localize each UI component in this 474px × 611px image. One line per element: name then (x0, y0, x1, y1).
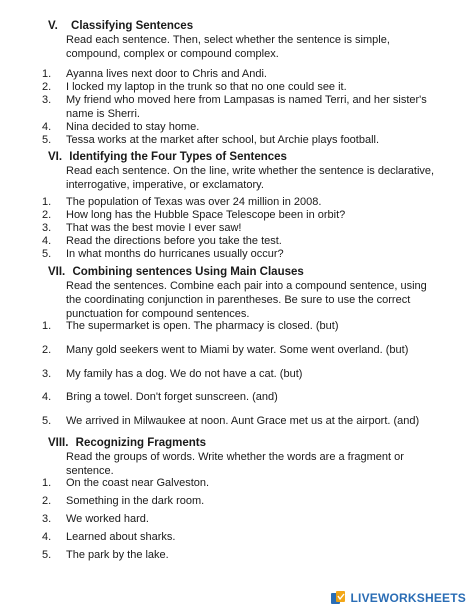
liveworksheets-logo-icon (331, 591, 347, 605)
item-number: 1. (42, 477, 52, 489)
item-number: 1. (42, 68, 52, 80)
item-number: 3. (42, 513, 52, 525)
item-number: 5. (42, 248, 52, 260)
item-text: The population of Texas was over 24 million in 2008. (66, 196, 322, 208)
item-number: 2. (42, 81, 52, 93)
section-viii-heading (48, 436, 206, 450)
section-number: V. (48, 20, 58, 32)
item-text: On the coast near Galveston. (66, 477, 210, 489)
liveworksheets-logo[interactable] (331, 589, 466, 607)
section-number: VII. (48, 266, 66, 278)
item-number: 5. (42, 549, 52, 561)
item-number: 2. (42, 344, 52, 356)
item-number: 1. (42, 320, 52, 332)
section-title: Recognizing Fragments (75, 437, 207, 449)
item-text: Something in the dark room. (66, 495, 205, 507)
item-text: Ayanna lives next door to Chris and Andi. (66, 68, 267, 80)
item-text: Bring a towel. Don't forget sunscreen. (and) (66, 391, 278, 403)
section-title: Combining sentences Using Main Clauses (72, 266, 304, 278)
item-number: 4. (42, 531, 52, 543)
item-text: How long has the Hubble Space Telescope been in orbit? (66, 209, 346, 221)
item-text: Read the directions before you take the test. (66, 235, 282, 247)
section-vii-heading (48, 265, 304, 279)
item-number: 2. (42, 209, 52, 221)
item-text: Tessa works at the market after school, but Archie plays football. (66, 134, 380, 146)
section-v-instruction: Read each sentence. Then, select whether the sentence is simple, compound, complex or compound complex. (66, 34, 390, 60)
item-text: The supermarket is open. The pharmacy is closed. (but) (66, 320, 339, 332)
section-title: Classifying Sentences (71, 20, 194, 32)
logo-text: LIVEWORKSHEETS (350, 591, 466, 605)
item-number: 1. (42, 196, 52, 208)
item-number: 4. (42, 235, 52, 247)
section-v-heading (48, 19, 193, 33)
item-text: We arrived in Milwaukee at noon. Aunt Grace met us at the airport. (and) (66, 415, 420, 427)
item-text: We worked hard. (66, 513, 149, 525)
section-title: Identifying the Four Types of Sentences (69, 151, 287, 163)
section-vii-instruction: Read the sentences. Combine each pair into a compound sentence, using the coordinating conjunction in parentheses. Be sure to use the correct punctuation for compound sentences. (66, 280, 427, 320)
section-viii-instruction: Read the groups of words. Write whether the words are a fragment or sentence. (66, 451, 404, 477)
item-text: Nina decided to stay home. (66, 121, 200, 133)
item-text: That was the best movie I ever saw! (66, 222, 242, 234)
item-number: 2. (42, 495, 52, 507)
section-number: VIII. (48, 437, 69, 449)
item-text: My friend who moved here from Lampasas is named Terri, and her sister's name is Sherri. (66, 94, 427, 120)
item-text: The park by the lake. (66, 549, 169, 561)
item-text: Learned about sharks. (66, 531, 176, 543)
item-number: 5. (42, 134, 52, 146)
section-vi-instruction: Read each sentence. On the line, write whether the sentence is declarative, interrogative, imperative, or exclamatory. (66, 165, 435, 191)
item-number: 4. (42, 391, 52, 403)
item-number: 3. (42, 222, 52, 234)
section-vi-heading (48, 150, 287, 164)
item-number: 3. (42, 94, 52, 106)
item-number: 4. (42, 121, 52, 133)
item-text: My family has a dog. We do not have a cat. (but) (66, 368, 303, 380)
item-text: I locked my laptop in the trunk so that no one could see it. (66, 81, 347, 93)
item-text: Many gold seekers went to Miami by water. Some went overland. (but) (66, 344, 409, 356)
item-number: 3. (42, 368, 52, 380)
section-number: VI. (48, 151, 63, 163)
item-text: In what months do hurricanes usually occur? (66, 248, 284, 260)
item-number: 5. (42, 415, 52, 427)
